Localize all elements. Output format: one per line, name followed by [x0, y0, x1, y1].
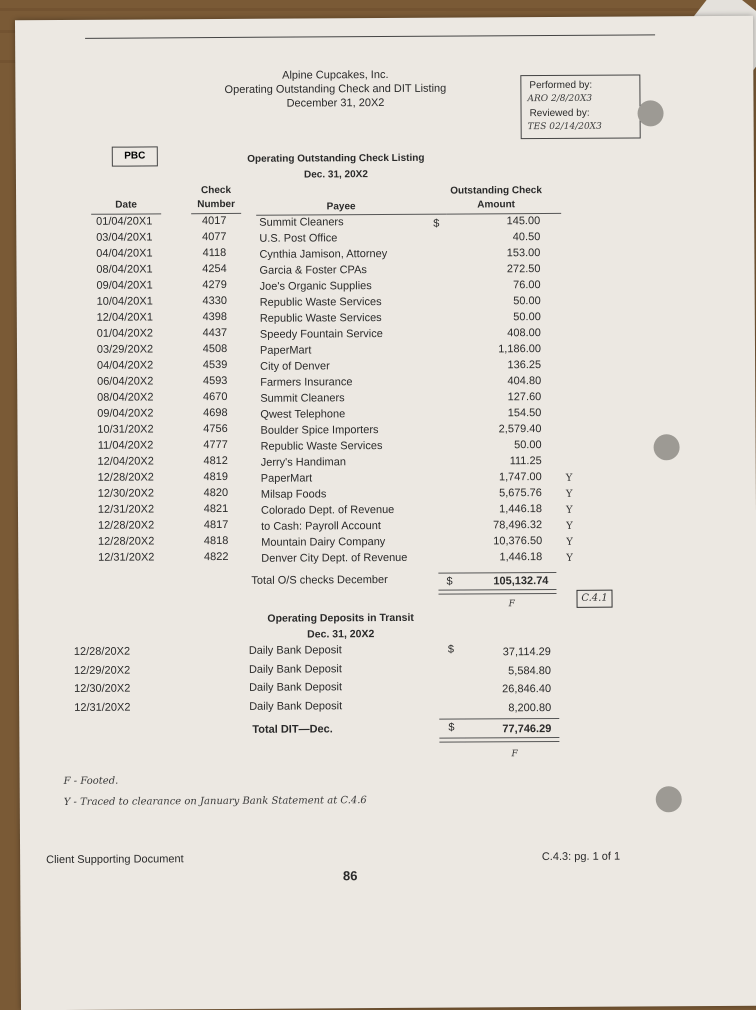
check-number: 4818 [203, 534, 229, 548]
check-amount: 1,186.00 [498, 343, 542, 356]
footer-right: C.4.3: pg. 1 of 1 [541, 850, 621, 864]
check-payee: PaperMart [259, 344, 312, 357]
check-date: 04/04/20X2 [96, 359, 154, 372]
check-date: 04/04/20X1 [96, 247, 153, 260]
check-payee: Summit Cleaners [260, 392, 345, 405]
check-number: 4698 [203, 406, 228, 420]
check-payee: Republic Waste Services [259, 296, 382, 309]
check-payee: Qwest Telephone [260, 408, 346, 421]
reviewed-signature: TES 02/14/20X3 [527, 121, 602, 133]
col-check-2: Number [197, 198, 236, 211]
punch-hole [637, 100, 663, 126]
check-amount: 1,446.18 [499, 503, 543, 516]
check-amount: 145.00 [506, 215, 541, 228]
dit-amount: 8,200.80 [508, 701, 552, 714]
checks-subtitle: Dec. 31, 20X2 [303, 169, 368, 181]
check-date: 12/30/20X2 [97, 487, 155, 500]
check-payee: Joe's Organic Supplies [259, 280, 372, 293]
document-date: December 31, 20X2 [286, 97, 385, 110]
check-payee: Garcia & Foster CPAs [259, 264, 367, 277]
check-amount: 2,579.40 [498, 423, 542, 436]
document-title: Operating Outstanding Check and DIT Listing [224, 82, 447, 96]
footer-left: Client Supporting Document [46, 853, 184, 867]
traced-tickmark: Y [566, 552, 573, 564]
check-number: 4437 [202, 326, 228, 340]
check-date: 09/04/20X1 [96, 279, 153, 292]
check-date: 10/31/20X2 [97, 423, 154, 436]
check-amount: 40.50 [512, 231, 541, 244]
dit-date: 12/29/20X2 [73, 664, 131, 677]
check-payee: U.S. Post Office [259, 232, 338, 245]
check-amount: 1,446.18 [499, 551, 543, 564]
col-payee: Payee [326, 201, 356, 213]
check-amount: 50.00 [513, 311, 541, 324]
check-number: 4254 [202, 262, 227, 276]
check-number: 4822 [203, 550, 229, 564]
performed-signature: ARO 2/8/20X3 [527, 93, 593, 105]
dit-date: 12/28/20X2 [73, 645, 131, 658]
check-amount: 10,376.50 [493, 535, 543, 548]
check-date: 12/31/20X2 [98, 551, 155, 564]
check-payee: Denver City Dept. of Revenue [261, 551, 408, 565]
total-dit-amount: 77,746.29 [502, 723, 552, 736]
check-date: 03/29/20X2 [96, 343, 154, 356]
check-date: 12/31/20X2 [97, 503, 155, 516]
dit-date: 12/30/20X2 [74, 682, 131, 695]
col-check-1: Check [200, 184, 232, 197]
total-dit-currency: $ [448, 721, 455, 734]
check-date: 12/28/20X2 [97, 519, 155, 532]
check-payee: Republic Waste Services [259, 312, 382, 325]
check-amount: 272.50 [506, 263, 541, 276]
punch-hole [656, 786, 682, 812]
company-name: Alpine Cupcakes, Inc. [282, 68, 389, 82]
col-date: Date [115, 199, 137, 211]
check-amount: 127.60 [507, 391, 542, 404]
check-number: 4812 [203, 454, 228, 468]
col-amount-1: Outstanding Check [450, 185, 542, 197]
page-number: 86 [342, 868, 358, 884]
check-amount: 404.80 [507, 375, 542, 388]
dit-date: 12/31/20X2 [74, 701, 131, 714]
check-date: 12/04/20X2 [97, 455, 154, 468]
total-checks-currency: $ [446, 575, 453, 588]
check-amount: 78,496.32 [493, 519, 543, 532]
check-payee: Republic Waste Services [260, 440, 383, 453]
check-amount: 76.00 [513, 279, 541, 292]
check-number: 4017 [201, 214, 227, 228]
dit-footed-mark: F [511, 749, 518, 760]
signoff-box [520, 74, 640, 139]
dit-description: Daily Bank Deposit [249, 681, 343, 694]
check-date: 11/04/20X2 [97, 439, 154, 452]
check-number: 4077 [202, 230, 227, 244]
check-number: 4777 [203, 438, 228, 452]
check-amount: 5,675.76 [499, 487, 542, 500]
dit-subtitle: Dec. 31, 20X2 [307, 628, 375, 641]
performed-label: Performed by: [529, 79, 593, 92]
check-payee: City of Denver [260, 360, 330, 373]
traced-tickmark: Y [565, 488, 573, 500]
check-number: 4118 [202, 246, 227, 260]
check-number: 4820 [203, 486, 229, 500]
check-date: 12/28/20X2 [97, 535, 155, 548]
dit-amount: 5,584.80 [508, 664, 552, 677]
dit-title: Operating Deposits in Transit [267, 611, 414, 625]
check-payee: Colorado Dept. of Revenue [260, 503, 395, 517]
check-number: 4539 [202, 358, 228, 372]
pbc-badge: PBC [112, 146, 158, 166]
check-number: 4819 [203, 470, 229, 484]
dit-description: Daily Bank Deposit [248, 662, 342, 676]
document-page [15, 16, 756, 1010]
check-payee: Milsap Foods [260, 488, 327, 501]
check-number: 4821 [203, 502, 229, 516]
check-amount: 50.00 [514, 439, 542, 452]
currency-sign: $ [433, 217, 440, 230]
check-amount: 1,747.00 [498, 471, 542, 484]
check-date: 08/04/20X2 [97, 391, 154, 404]
dit-description: Daily Bank Deposit [249, 699, 343, 713]
check-date: 12/04/20X1 [96, 311, 153, 324]
check-amount: 154.50 [507, 407, 542, 420]
check-payee: Mountain Dairy Company [261, 536, 386, 549]
check-date: 10/04/20X1 [96, 295, 153, 308]
check-amount: 153.00 [506, 247, 541, 260]
dit-currency: $ [447, 643, 454, 656]
check-payee: Jerry's Handiman [260, 456, 346, 469]
check-number: 4330 [202, 294, 227, 308]
check-number: 4670 [203, 390, 228, 404]
check-amount: 111.25 [509, 455, 542, 468]
punch-hole [654, 434, 680, 460]
check-number: 4756 [203, 422, 228, 436]
check-payee: Summit Cleaners [259, 216, 344, 229]
check-number: 4398 [202, 310, 228, 324]
check-date: 03/04/20X1 [96, 231, 153, 244]
check-payee: Speedy Fountain Service [259, 328, 383, 341]
check-date: 01/04/20X2 [96, 327, 154, 340]
check-payee: Boulder Spice Importers [260, 424, 379, 437]
check-date: 06/04/20X2 [97, 375, 154, 388]
check-number: 4817 [203, 518, 229, 532]
traced-tickmark: Y [565, 504, 573, 516]
traced-tickmark: Y [566, 536, 573, 548]
total-checks-label: Total O/S checks December [251, 573, 388, 587]
check-amount: 136.25 [507, 359, 542, 372]
traced-tickmark: Y [565, 472, 573, 484]
footed-mark: F [508, 599, 515, 610]
checks-title: Operating Outstanding Check Listing [247, 152, 425, 165]
check-payee: Cynthia Jamison, Attorney [259, 247, 388, 261]
check-number: 4279 [202, 278, 227, 292]
check-amount: 50.00 [513, 295, 541, 308]
col-amount-2: Amount [477, 199, 516, 211]
legend-traced: Y - Traced to clearance on January Bank Statement at C.4.6 [63, 795, 367, 808]
cross-reference-tag: C.4.1 [576, 590, 612, 608]
check-date: 12/28/20X2 [97, 471, 154, 484]
check-number: 4508 [202, 342, 228, 356]
dit-amount: 26,846.40 [502, 683, 552, 696]
legend-footed: F - Footed. [63, 775, 119, 787]
dit-amount: 37,114.29 [502, 646, 551, 659]
traced-tickmark: Y [566, 520, 573, 532]
check-date: 08/04/20X1 [96, 263, 153, 276]
check-payee: to Cash: Payroll Account [261, 520, 381, 533]
check-payee: PaperMart [260, 472, 313, 485]
dit-description: Daily Bank Deposit [248, 644, 342, 657]
check-date: 01/04/20X1 [96, 215, 153, 228]
check-number: 4593 [202, 374, 228, 388]
check-amount: 408.00 [507, 327, 541, 340]
total-checks-amount: 105,132.74 [493, 575, 549, 588]
reviewed-label: Reviewed by: [529, 107, 590, 120]
check-payee: Farmers Insurance [260, 376, 353, 389]
check-date: 09/04/20X2 [97, 407, 154, 420]
total-dit-label: Total DIT—Dec. [252, 723, 333, 736]
